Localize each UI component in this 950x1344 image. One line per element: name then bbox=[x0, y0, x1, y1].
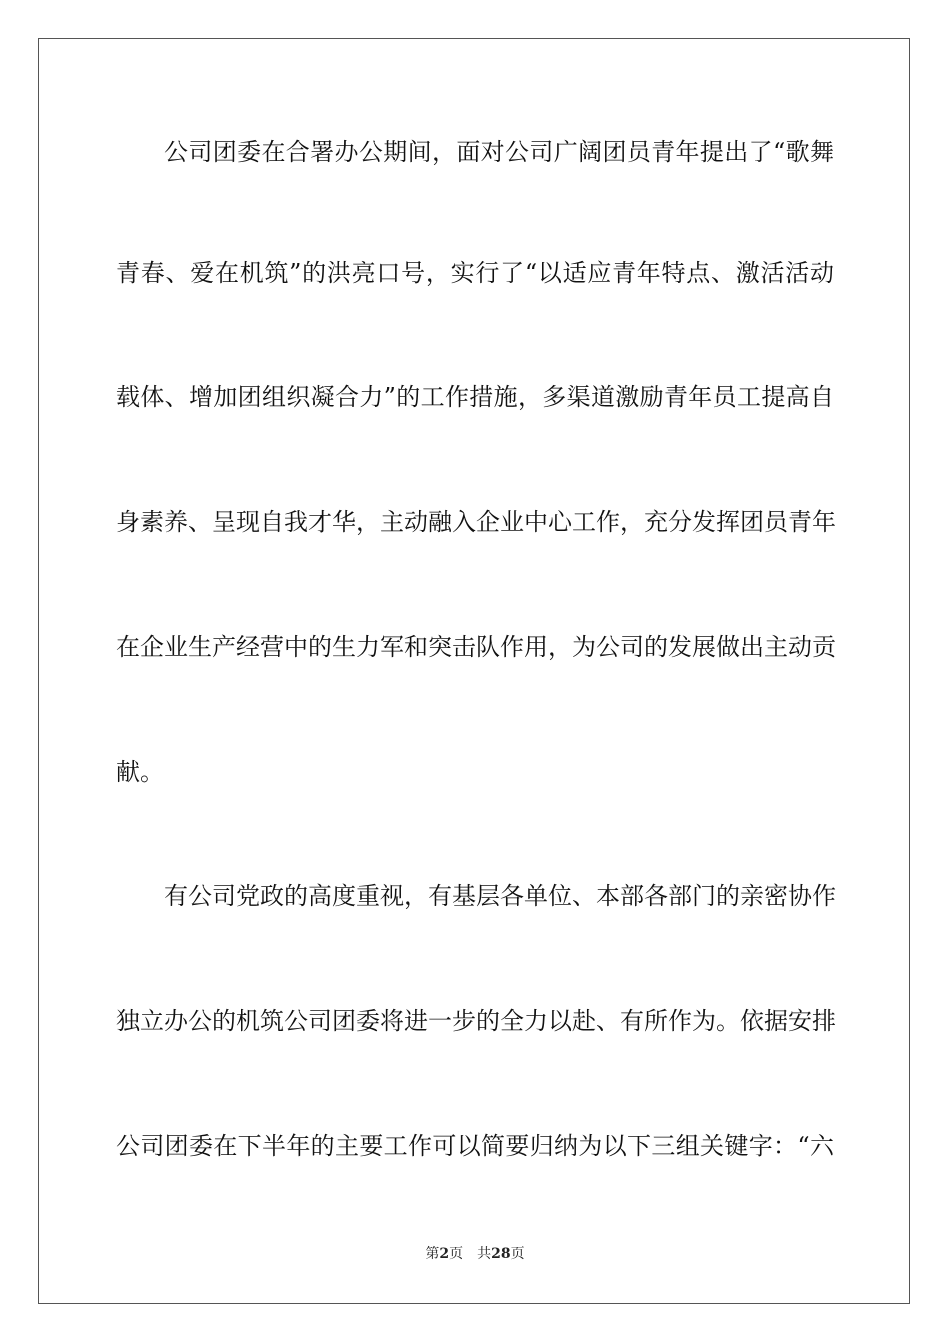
text-line: 独立办公的机筑公司团委将进一步的全力以赴、有所作为。依据安排 bbox=[116, 1007, 836, 1035]
total-prefix: 共 bbox=[477, 1246, 492, 1262]
page-number: 2 bbox=[439, 1246, 450, 1262]
text-line: 公司团委在合署办公期间，面对公司广阔团员青年提出了“歌舞 bbox=[164, 138, 834, 166]
total-pages: 28 bbox=[491, 1246, 511, 1262]
page-footer bbox=[0, 1244, 950, 1264]
total-suffix: 页 bbox=[510, 1246, 525, 1262]
text-line: 在企业生产经营中的生力军和突击队作用，为公司的发展做出主动贡 bbox=[116, 633, 836, 661]
page-border bbox=[38, 38, 910, 1304]
text-line: 载体、增加团组织凝合力”的工作措施，多渠道激励青年员工提高自 bbox=[116, 383, 834, 411]
text-line: 身素养、呈现自我才华，主动融入企业中心工作，充分发挥团员青年 bbox=[116, 508, 836, 536]
page-suffix: 页 bbox=[449, 1246, 464, 1262]
text-line: 青春、爱在机筑”的洪亮口号，实行了“以适应青年特点、激活活动 bbox=[116, 259, 834, 287]
page-prefix: 第 bbox=[425, 1246, 440, 1262]
text-line: 献。 bbox=[116, 758, 164, 786]
text-line: 公司团委在下半年的主要工作可以简要归纳为以下三组关键字：“六 bbox=[116, 1132, 834, 1160]
text-line: 有公司党政的高度重视，有基层各单位、本部各部门的亲密协作 bbox=[164, 882, 836, 910]
